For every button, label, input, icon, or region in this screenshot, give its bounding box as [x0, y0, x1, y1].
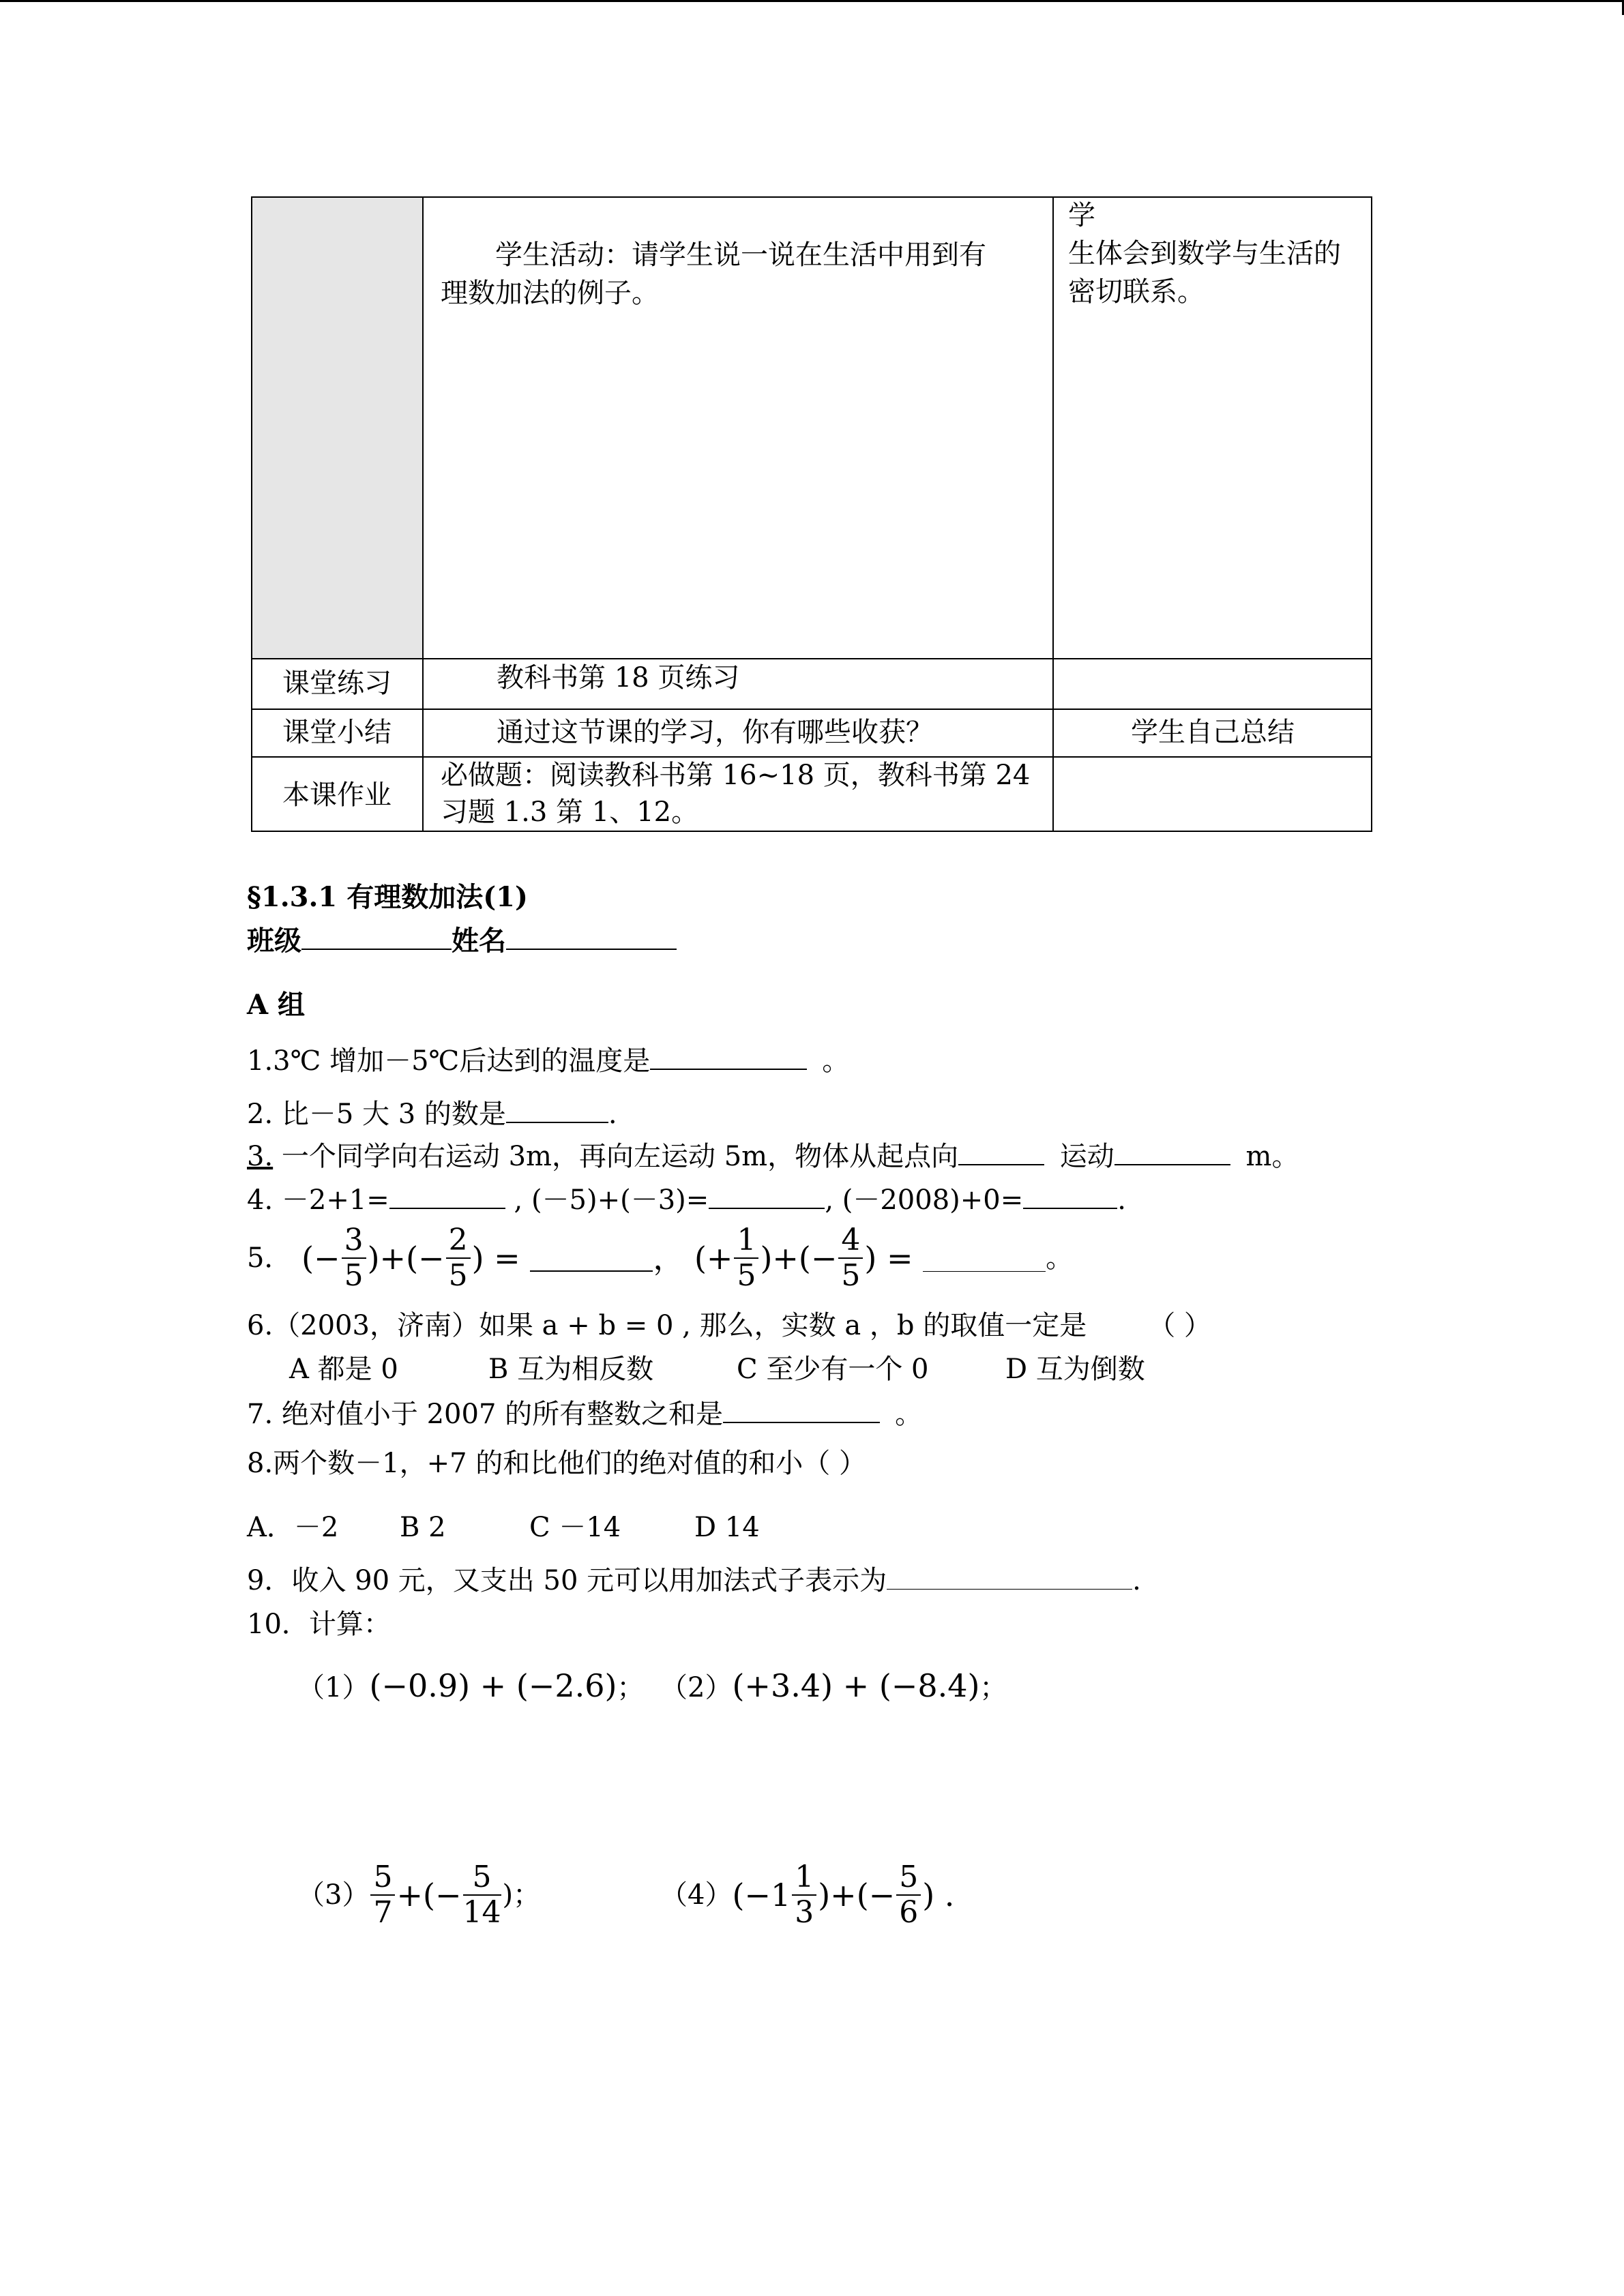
- q10-part-4-fraction-1: [792, 1860, 816, 1930]
- q5a-mid: )+(−: [367, 1240, 445, 1277]
- question-7-end: 。: [895, 1399, 923, 1430]
- q5a-denominator-1: 5: [344, 1258, 364, 1293]
- q5b-close: ) =: [864, 1240, 913, 1277]
- q5a-numerator-2: 2: [446, 1223, 471, 1259]
- question-8-option-c[interactable]: C －14: [529, 1512, 621, 1543]
- class-name-line: [247, 922, 677, 960]
- lesson-plan-table: [251, 196, 1372, 832]
- practice-note: [1053, 659, 1372, 709]
- question-7: [247, 1395, 922, 1433]
- table-divider: [422, 196, 424, 832]
- q10-part-1: [297, 1667, 644, 1707]
- question-4-end: .: [1117, 1184, 1126, 1216]
- question-3-mid: 运动: [1051, 1141, 1114, 1172]
- q10-part-1-label: （1）: [297, 1672, 370, 1703]
- q10-part-4-label: （4）: [660, 1879, 733, 1911]
- summary-note: 学生自己总结: [1131, 717, 1295, 748]
- question-3-blank-direction[interactable]: [958, 1138, 1044, 1165]
- q10-part-2-label: （2）: [660, 1672, 733, 1703]
- q10-part-4-end: ) .: [922, 1877, 955, 1913]
- question-1: [247, 1042, 849, 1080]
- practice-content: 教科书第 18 页练习: [497, 662, 740, 694]
- question-5: [247, 1223, 1073, 1293]
- q5a-fraction-1: [342, 1223, 366, 1293]
- activity-content-cell: [423, 196, 1053, 659]
- q10-part-4-denominator-2: 6: [899, 1895, 919, 1930]
- question-10: 10．计算：: [247, 1609, 391, 1640]
- question-9-end: .: [1132, 1565, 1141, 1596]
- question-6-option-a[interactable]: A 都是 0: [289, 1354, 398, 1385]
- q10-part-2: [660, 1667, 1007, 1707]
- q10-part-4-numerator-2: 5: [896, 1860, 921, 1896]
- activity-note-cell: [1053, 196, 1372, 659]
- q5a-numerator-1: 3: [342, 1223, 366, 1259]
- question-5-blank-a[interactable]: [530, 1244, 653, 1272]
- table-border-bottom: [251, 831, 1372, 832]
- q10-part-3-numerator-2: 5: [463, 1860, 501, 1896]
- question-5-blank-b[interactable]: [923, 1245, 1046, 1272]
- q10-part-3-numerator-1: 5: [370, 1860, 395, 1896]
- q10-part-3-label: （3）: [297, 1879, 370, 1911]
- activity-line-1: 学生活动：请学生说一说在生活中用到有: [495, 239, 986, 271]
- question-7-blank[interactable]: [723, 1396, 880, 1423]
- group-heading: A 组: [247, 989, 305, 1021]
- q10-part-1-expression: (−0.9) + (−2.6): [369, 1667, 617, 1704]
- question-6: [247, 1307, 1211, 1345]
- q5b-open: (+: [694, 1240, 733, 1277]
- homework-note: [1053, 757, 1372, 832]
- question-1-text: 1.3℃ 增加－5℃后达到的温度是: [247, 1045, 651, 1077]
- q5b-numerator-2: 4: [838, 1223, 863, 1259]
- q10-part-4: [660, 1860, 954, 1930]
- name-label: 姓名: [452, 925, 506, 957]
- question-8: 8.两个数－1，+7 的和比他们的绝对值的和小（ ）: [247, 1448, 867, 1479]
- q5b-denominator-2: 5: [841, 1258, 861, 1293]
- activity-note-line-2: 生体会到数学与生活的: [1068, 238, 1341, 269]
- question-4-blank-a[interactable]: [389, 1182, 505, 1209]
- q10-part-4-mid: )+(−: [818, 1877, 896, 1913]
- q10-part-3-end: )；: [502, 1879, 541, 1911]
- question-8-option-a[interactable]: A．－2: [247, 1512, 339, 1543]
- summary-label: 课堂小结: [282, 717, 392, 748]
- q5-separator: ，: [653, 1240, 685, 1277]
- practice-label: 课堂练习: [282, 668, 392, 699]
- q5a-denominator-2: 5: [448, 1258, 468, 1293]
- q5b-denominator-1: 5: [737, 1258, 756, 1293]
- q5a-open: (−: [301, 1240, 340, 1277]
- activity-line-2: 理数加法的例子。: [441, 278, 659, 309]
- question-6-option-b[interactable]: B 互为相反数: [488, 1354, 654, 1385]
- question-3-text: 一个同学向右运动 3m，再向左运动 5m，物体从起点向: [273, 1141, 959, 1172]
- q5a-close: ) =: [471, 1240, 520, 1277]
- activity-note-line-3: 密切联系。: [1068, 276, 1205, 308]
- q10-part-2-end: ；: [979, 1672, 1007, 1703]
- table-border-left: [251, 196, 252, 832]
- class-blank[interactable]: [301, 923, 452, 950]
- question-6-option-d[interactable]: D 互为倒数: [1005, 1354, 1145, 1385]
- question-3-blank-distance[interactable]: [1114, 1138, 1230, 1165]
- question-9: [247, 1562, 1141, 1600]
- table-row-divider: [251, 709, 1372, 710]
- question-3: [247, 1137, 1299, 1176]
- question-4: [247, 1181, 1126, 1219]
- q10-part-4-open: (−1: [732, 1877, 791, 1913]
- question-1-end: 。: [822, 1045, 850, 1077]
- q10-part-4-denominator-1: 3: [795, 1895, 814, 1930]
- question-5-number: 5．: [247, 1242, 292, 1274]
- q5b-mid: )+(−: [760, 1240, 838, 1277]
- question-4-part-c: , (－2008)+0=: [825, 1184, 1024, 1216]
- question-8-option-d[interactable]: D 14: [694, 1512, 760, 1543]
- summary-content: 通过这节课的学习，你有哪些收获？: [497, 717, 933, 748]
- q10-part-3-fraction-1: [370, 1860, 395, 1930]
- homework-line-2: 习题 1.3 第 1、12。: [441, 796, 699, 828]
- q5a-fraction-2: [446, 1223, 471, 1293]
- q10-part-4-numerator-1: 1: [792, 1860, 816, 1896]
- q5b-fraction-1: [734, 1223, 758, 1293]
- question-5-end: 。: [1046, 1242, 1074, 1274]
- question-3-number: 3.: [247, 1141, 274, 1172]
- question-2-blank[interactable]: [506, 1096, 608, 1123]
- q10-part-3-denominator-2: 14: [462, 1895, 501, 1930]
- q5b-numerator-1: 1: [734, 1223, 758, 1259]
- question-2: [247, 1095, 617, 1133]
- table-row-divider: [251, 658, 1372, 659]
- page-top-border: [0, 0, 1624, 2]
- q10-part-2-expression: (+3.4) + (−8.4): [732, 1667, 980, 1704]
- q5b-fraction-2: [838, 1223, 863, 1293]
- question-4-part-a: 4. －2+1=: [247, 1184, 389, 1216]
- q10-part-4-fraction-2: [896, 1860, 921, 1930]
- homework-content: [423, 757, 1053, 832]
- question-4-blank-c[interactable]: [1023, 1182, 1117, 1209]
- homework-line-1: 必做题：阅读教科书第 16~18 页，教科书第 24: [441, 760, 1031, 791]
- q10-part-1-end: ；: [617, 1672, 645, 1703]
- table-divider: [1052, 196, 1054, 832]
- question-4-part-b: , (－5)+(－3)=: [505, 1184, 709, 1216]
- question-2-text: 2. 比－5 大 3 的数是: [247, 1099, 506, 1130]
- question-9-text: 9．收入 90 元，又支出 50 元可以用加法式子表示为: [247, 1565, 887, 1596]
- question-6-answer-paren[interactable]: （ ）: [1148, 1310, 1211, 1341]
- q10-part-3-fraction-2: [463, 1860, 501, 1930]
- question-6-option-c[interactable]: C 至少有一个 0: [737, 1354, 929, 1385]
- question-2-end: .: [608, 1099, 617, 1130]
- question-6-text: 6.（2003，济南）如果 a + b = 0 , 那么，实数 a ，b 的取值一定是: [247, 1310, 1087, 1341]
- question-8-option-b[interactable]: B 2: [400, 1512, 446, 1543]
- name-blank[interactable]: [506, 923, 677, 950]
- table-border-right: [1371, 196, 1372, 832]
- homework-label: 本课作业: [282, 779, 392, 811]
- worksheet-title: §1.3.1 有理数加法(1): [247, 881, 528, 913]
- table-label-cell-shaded: [251, 196, 423, 659]
- question-9-blank[interactable]: [887, 1563, 1132, 1590]
- question-1-blank[interactable]: [650, 1043, 807, 1070]
- table-row-divider: [251, 756, 1372, 758]
- q10-part-3: [297, 1860, 540, 1930]
- question-7-text: 7. 绝对值小于 2007 的所有整数之和是: [247, 1399, 724, 1430]
- table-border-top: [251, 196, 1372, 198]
- question-3-end: m。: [1237, 1141, 1299, 1172]
- activity-note-line-1: 学: [1068, 200, 1095, 231]
- question-4-blank-b[interactable]: [709, 1182, 825, 1209]
- q10-part-3-denominator-1: 7: [373, 1895, 393, 1930]
- q10-part-3-mid: +(−: [396, 1877, 462, 1913]
- class-label: 班级: [247, 925, 301, 957]
